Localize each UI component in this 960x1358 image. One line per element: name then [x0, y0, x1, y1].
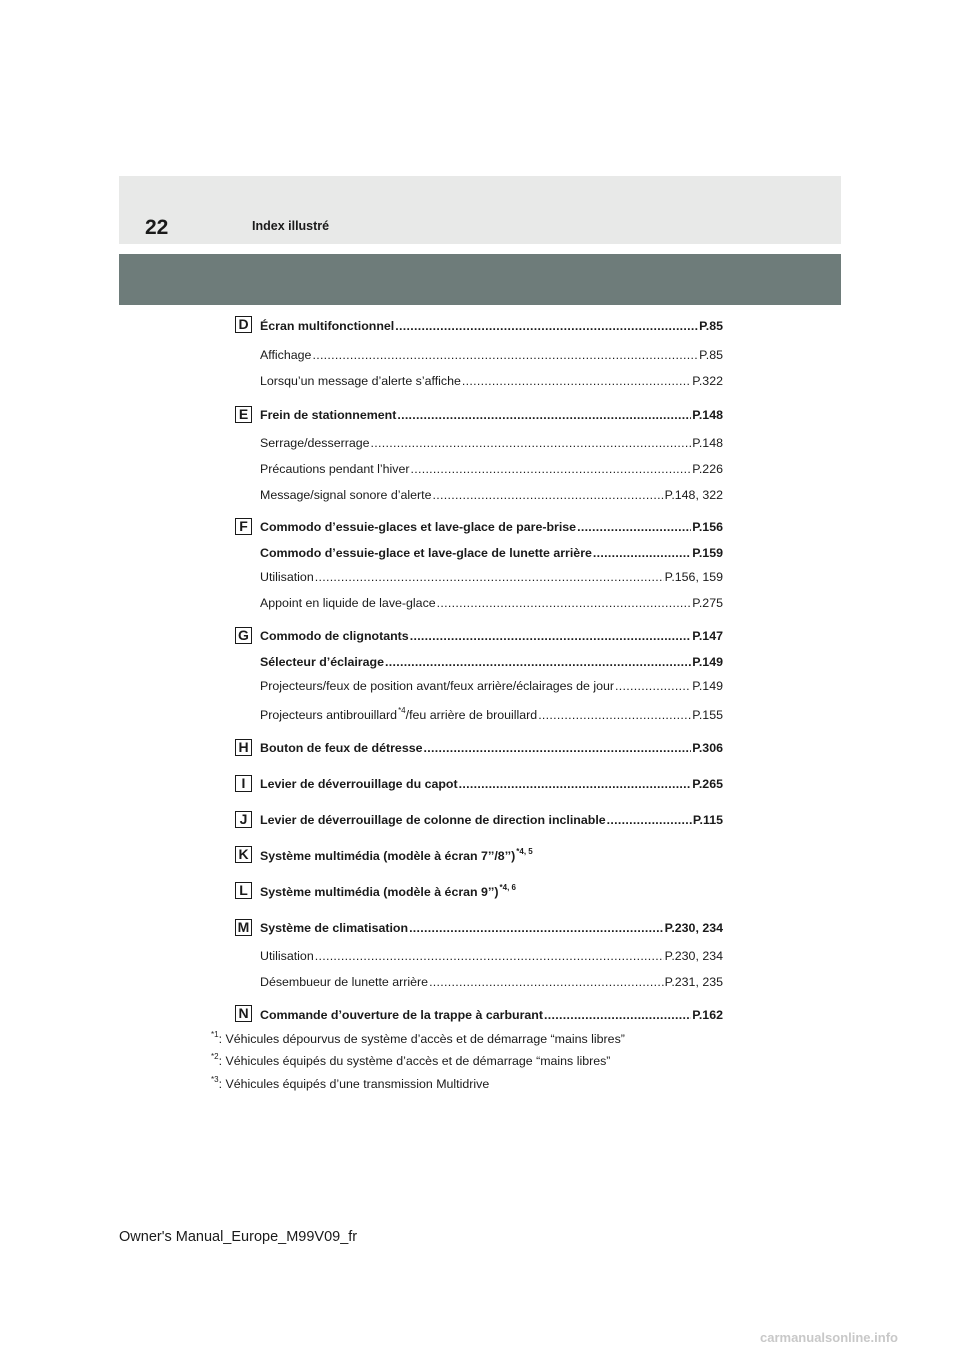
page-ref: P.306	[692, 741, 723, 755]
section-title: Index illustré	[252, 219, 330, 233]
page-ref: P.156, 159	[664, 570, 723, 584]
index-entry[interactable]: Appoint en liquide de lave-glace ..... P.275	[260, 596, 723, 610]
footnote: $^{*3}$: Véhicules équipés d’une transmission Multidrive	[211, 1075, 490, 1091]
footnote: $^{*2}$: Véhicules équipés du système d’accès et de démarrage “mains libres”	[211, 1052, 611, 1068]
index-entry[interactable]: Commodo d’essuie-glaces et lave-glace de pare-brise ..... P.156	[260, 520, 723, 534]
page-ref: P.147	[692, 629, 723, 643]
index-entry[interactable]: Message/signal sonore d’alerte ..... P.148, 322	[260, 488, 723, 502]
letter-box-h: H	[235, 739, 252, 756]
index-entry[interactable]: Commodo d’essuie-glace et lave-glace de lunette arrière ..... P.159	[260, 546, 723, 560]
footnote-mark: *4, 6	[499, 883, 516, 892]
index-entry[interactable]: Serrage/desserrage ..... P.148	[260, 436, 723, 450]
index-entry[interactable]: Lorsqu’un message d’alerte s’affiche ..... P.322	[260, 374, 723, 388]
index-entry[interactable]: Projecteurs antibrouillard *4 /feu arrière de brouillard ..... P.155	[260, 708, 723, 722]
letter-box-d: D	[235, 316, 252, 333]
index-entry[interactable]: Bouton de feux de détresse ..... P.306	[260, 741, 723, 755]
index-entry[interactable]: Commande d’ouverture de la trappe à carburant ..... P.162	[260, 1008, 723, 1022]
footnote-mark: *4, 5	[516, 847, 533, 856]
index-entry[interactable]: Affichage ..... P.85	[260, 348, 723, 362]
page-ref: P.156	[692, 520, 723, 534]
index-entry[interactable]: Utilisation ..... P.156, 159	[260, 570, 723, 584]
page-ref: P.322	[692, 374, 723, 388]
index-entry[interactable]: Désembueur de lunette arrière ..... P.231, 235	[260, 975, 723, 989]
footnote-mark: *4	[398, 706, 406, 715]
page-ref: P.159	[692, 546, 723, 560]
page-ref: P.230, 234	[664, 921, 723, 935]
letter-box-l: L	[235, 882, 252, 899]
letter-box-e: E	[235, 406, 252, 423]
letter-box-j: J	[235, 811, 252, 828]
page-ref: P.275	[692, 596, 723, 610]
letter-box-m: M	[235, 919, 252, 936]
letter-box-f: F	[235, 518, 252, 535]
letter-box-n: N	[235, 1005, 252, 1022]
page-ref: P.231, 235	[664, 975, 723, 989]
index-entry[interactable]: Projecteurs/feux de position avant/feux arrière/éclairages de jour ..... P.149	[260, 679, 723, 693]
page-number: 22	[145, 216, 169, 239]
letter-box-k: K	[235, 846, 252, 863]
index-entry[interactable]: Système multimédia (modèle à écran 9’’) *4, 6	[260, 883, 516, 899]
index-entry[interactable]: Système de climatisation ..... P.230, 234	[260, 921, 723, 935]
page-ref: P.162	[692, 1008, 723, 1022]
page-ref: P.148, 322	[664, 488, 723, 502]
page-ref: P.265	[692, 777, 723, 791]
manual-name: Owner's Manual_Europe_M99V09_fr	[119, 1229, 358, 1245]
index-entry[interactable]: Levier de déverrouillage du capot ..... P.265	[260, 777, 723, 791]
watermark: carmanualsonline.info	[760, 1330, 898, 1345]
page-ref: P.155	[692, 708, 723, 722]
letter-box-g: G	[235, 627, 252, 644]
page-ref: P.85	[699, 348, 723, 362]
index-entry[interactable]: Écran multifonctionnel ..... P.85	[260, 319, 723, 333]
page-ref: P.148	[692, 408, 723, 422]
index-entry[interactable]: Levier de déverrouillage de colonne de direction inclinable ..... P.115	[260, 813, 723, 827]
index-entry[interactable]: Précautions pendant l’hiver ..... P.226	[260, 462, 723, 476]
page-ref: P.149	[692, 655, 723, 669]
page-ref: P.148	[692, 436, 723, 450]
index-entry[interactable]: Sélecteur d’éclairage ..... P.149	[260, 655, 723, 669]
page-ref: P.226	[692, 462, 723, 476]
index-entry[interactable]: Frein de stationnement ..... P.148	[260, 408, 723, 422]
index-entry[interactable]: Commodo de clignotants ..... P.147	[260, 629, 723, 643]
page-ref: P.149	[692, 679, 723, 693]
page-ref: P.230, 234	[664, 949, 723, 963]
footnote: $^{*1}$: Véhicules dépourvus de système d’accès et de démarrage “mains libres”	[211, 1030, 625, 1046]
page-ref: P.115	[692, 813, 723, 827]
index-entry[interactable]: Système multimédia (modèle à écran 7’’/8’’) *4, 5	[260, 847, 533, 863]
page-ref: P.85	[699, 319, 723, 333]
index-entry[interactable]: Utilisation ..... P.230, 234	[260, 949, 723, 963]
letter-box-i: I	[235, 775, 252, 792]
